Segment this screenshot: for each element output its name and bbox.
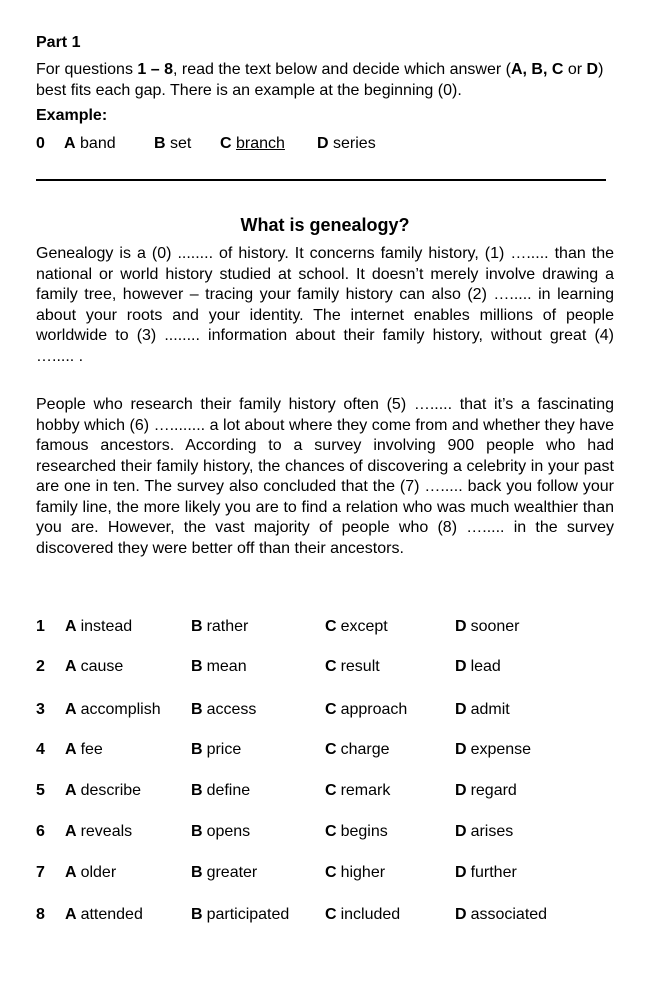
option-text: reveals bbox=[80, 823, 133, 840]
option-text: except bbox=[340, 618, 388, 635]
question-row bbox=[36, 782, 636, 804]
option-a bbox=[65, 864, 116, 882]
option-text: access bbox=[206, 701, 257, 718]
option-text: older bbox=[80, 864, 117, 881]
example-option-b bbox=[154, 135, 191, 153]
instructions-letter-c: C bbox=[551, 61, 564, 78]
example-option-a bbox=[64, 135, 116, 153]
option-letter: D bbox=[455, 864, 467, 881]
instructions bbox=[36, 59, 626, 101]
option-b bbox=[191, 741, 241, 759]
paragraph-2: People who research their family history often (5) …..... that it’s a fascinating hobby which (6) …........ a lot about where they come from and whether they have famous ancestors. According to a survey involving 900 people who had researched their family history, the chances of discovering a celebrity in your past are one in ten. The survey also concluded that the (7) …..... back you follow your family line, the more likely you are to find a relation who was much wealthier than you are. However, the vast majority of people who (8) …..... in the survey discovered they were better off than their ancestors. bbox=[36, 396, 614, 557]
option-c bbox=[325, 782, 390, 800]
option-text: mean bbox=[206, 658, 247, 675]
question-number: 3 bbox=[36, 701, 45, 718]
option-letter: B bbox=[191, 741, 203, 758]
option-letter: B bbox=[191, 823, 203, 840]
option-text: greater bbox=[206, 864, 258, 881]
question-number: 7 bbox=[36, 864, 45, 881]
option-letter: B bbox=[154, 135, 166, 152]
option-text: further bbox=[470, 864, 517, 881]
option-letter: D bbox=[455, 823, 467, 840]
text-title: What is genealogy? bbox=[240, 215, 410, 235]
option-letter: D bbox=[455, 701, 467, 718]
option-d bbox=[455, 823, 513, 841]
option-text: define bbox=[206, 782, 251, 799]
option-letter: D bbox=[317, 135, 329, 152]
option-letter: D bbox=[455, 741, 467, 758]
option-letter: B bbox=[191, 701, 203, 718]
option-c bbox=[325, 864, 385, 882]
option-letter: C bbox=[325, 741, 337, 758]
option-text: result bbox=[340, 658, 380, 675]
option-text: series bbox=[333, 135, 376, 152]
option-letter: C bbox=[325, 658, 337, 675]
option-b bbox=[191, 823, 250, 841]
instructions-text: or bbox=[563, 61, 587, 78]
option-text: remark bbox=[340, 782, 391, 799]
option-letter: B bbox=[191, 782, 203, 799]
option-d bbox=[455, 658, 501, 676]
option-text: approach bbox=[340, 701, 408, 718]
option-text: regard bbox=[470, 782, 517, 799]
option-text: opens bbox=[206, 823, 251, 840]
instructions-text: ). bbox=[451, 82, 462, 99]
option-text: band bbox=[80, 135, 116, 152]
option-letter: C bbox=[325, 618, 337, 635]
option-text: higher bbox=[340, 864, 386, 881]
question-row bbox=[36, 618, 636, 640]
option-c bbox=[325, 823, 388, 841]
question-row bbox=[36, 741, 636, 763]
option-d bbox=[455, 701, 510, 719]
question-row bbox=[36, 906, 636, 928]
instructions-text: , read the text below and decide which answer ( bbox=[172, 61, 511, 78]
option-letter: D bbox=[455, 658, 467, 675]
option-d bbox=[455, 741, 531, 759]
option-letter: B bbox=[191, 618, 203, 635]
option-text: accomplish bbox=[80, 701, 161, 718]
option-c bbox=[325, 701, 407, 719]
option-text: sooner bbox=[470, 618, 520, 635]
option-letter: C bbox=[220, 135, 232, 152]
instructions-range: 1 – 8 bbox=[137, 61, 173, 78]
option-text: expense bbox=[470, 741, 532, 758]
option-a bbox=[65, 618, 132, 636]
option-letter: D bbox=[455, 618, 467, 635]
option-a bbox=[65, 782, 141, 800]
option-a bbox=[65, 741, 103, 759]
instructions-text: ) best fits each gap. There is an example at the beginning ( bbox=[36, 61, 604, 99]
option-letter: A bbox=[65, 741, 77, 758]
option-letter: A bbox=[65, 701, 77, 718]
option-text-answer: branch bbox=[236, 135, 285, 152]
option-letter: A bbox=[65, 658, 77, 675]
option-b bbox=[191, 906, 289, 924]
option-text: included bbox=[340, 906, 401, 923]
question-row bbox=[36, 658, 636, 680]
instructions-zero: 0 bbox=[443, 82, 452, 99]
option-text: describe bbox=[80, 782, 142, 799]
option-text: begins bbox=[340, 823, 388, 840]
option-text: charge bbox=[340, 741, 390, 758]
option-a bbox=[65, 823, 132, 841]
instructions-text: For questions bbox=[36, 61, 138, 78]
question-number: 6 bbox=[36, 823, 45, 840]
question-number: 8 bbox=[36, 906, 45, 923]
question-row bbox=[36, 823, 636, 845]
option-a bbox=[65, 658, 123, 676]
option-text: cause bbox=[80, 658, 124, 675]
question-row bbox=[36, 864, 636, 886]
option-c bbox=[325, 658, 380, 676]
option-letter: D bbox=[455, 782, 467, 799]
question-number: 5 bbox=[36, 782, 45, 799]
option-letter: D bbox=[455, 906, 467, 923]
option-text: lead bbox=[470, 658, 501, 675]
option-c bbox=[325, 906, 400, 924]
option-d bbox=[455, 782, 517, 800]
option-b bbox=[191, 658, 247, 676]
option-d bbox=[455, 906, 547, 924]
option-b bbox=[191, 618, 248, 636]
option-a bbox=[65, 906, 143, 924]
option-text: arises bbox=[470, 823, 514, 840]
question-number: 1 bbox=[36, 618, 45, 635]
option-text: fee bbox=[80, 741, 103, 758]
instructions-letter-d: D bbox=[586, 61, 599, 78]
option-text: instead bbox=[80, 618, 133, 635]
option-text: admit bbox=[470, 701, 510, 718]
option-letter: A bbox=[65, 864, 77, 881]
question-number: 2 bbox=[36, 658, 45, 675]
option-letter: A bbox=[65, 618, 77, 635]
option-d bbox=[455, 864, 517, 882]
example-number: 0 bbox=[36, 135, 45, 152]
option-b bbox=[191, 782, 250, 800]
option-b bbox=[191, 864, 257, 882]
instructions-letters: A, B, bbox=[510, 61, 548, 78]
option-text: set bbox=[170, 135, 192, 152]
question-row bbox=[36, 701, 636, 723]
option-b bbox=[191, 701, 256, 719]
option-letter: B bbox=[191, 864, 203, 881]
divider bbox=[36, 179, 606, 181]
option-letter: C bbox=[325, 701, 337, 718]
example-option-d bbox=[317, 135, 376, 153]
option-c bbox=[325, 741, 389, 759]
option-letter: A bbox=[64, 135, 76, 152]
option-letter: C bbox=[325, 823, 337, 840]
option-text: price bbox=[206, 741, 242, 758]
option-letter: C bbox=[325, 906, 337, 923]
paragraph-1: Genealogy is a (0) ........ of history. It concerns family history, (1) …..... than the national or world history studied at school. It doesn’t merely involve drawing a family tree, however – tracing your family history can also (2) …..... in learning about your roots and your identity. The internet enables millions of people worldwide to (3) ........ information about their family history, without great (4) …..... . bbox=[36, 245, 614, 365]
option-letter: C bbox=[325, 864, 337, 881]
question-number: 4 bbox=[36, 741, 45, 758]
option-text: attended bbox=[80, 906, 143, 923]
option-a bbox=[65, 701, 161, 719]
option-text: rather bbox=[206, 618, 249, 635]
example-label: Example: bbox=[36, 107, 108, 124]
option-letter: A bbox=[65, 823, 77, 840]
option-letter: B bbox=[191, 658, 203, 675]
part-title: Part 1 bbox=[36, 34, 81, 51]
option-letter: B bbox=[191, 906, 203, 923]
option-d bbox=[455, 618, 519, 636]
option-text: associated bbox=[470, 906, 548, 923]
option-text: participated bbox=[206, 906, 290, 923]
example-option-c bbox=[220, 135, 285, 153]
option-letter: A bbox=[65, 906, 77, 923]
option-c bbox=[325, 618, 388, 636]
option-letter: A bbox=[65, 782, 77, 799]
option-letter: C bbox=[325, 782, 337, 799]
